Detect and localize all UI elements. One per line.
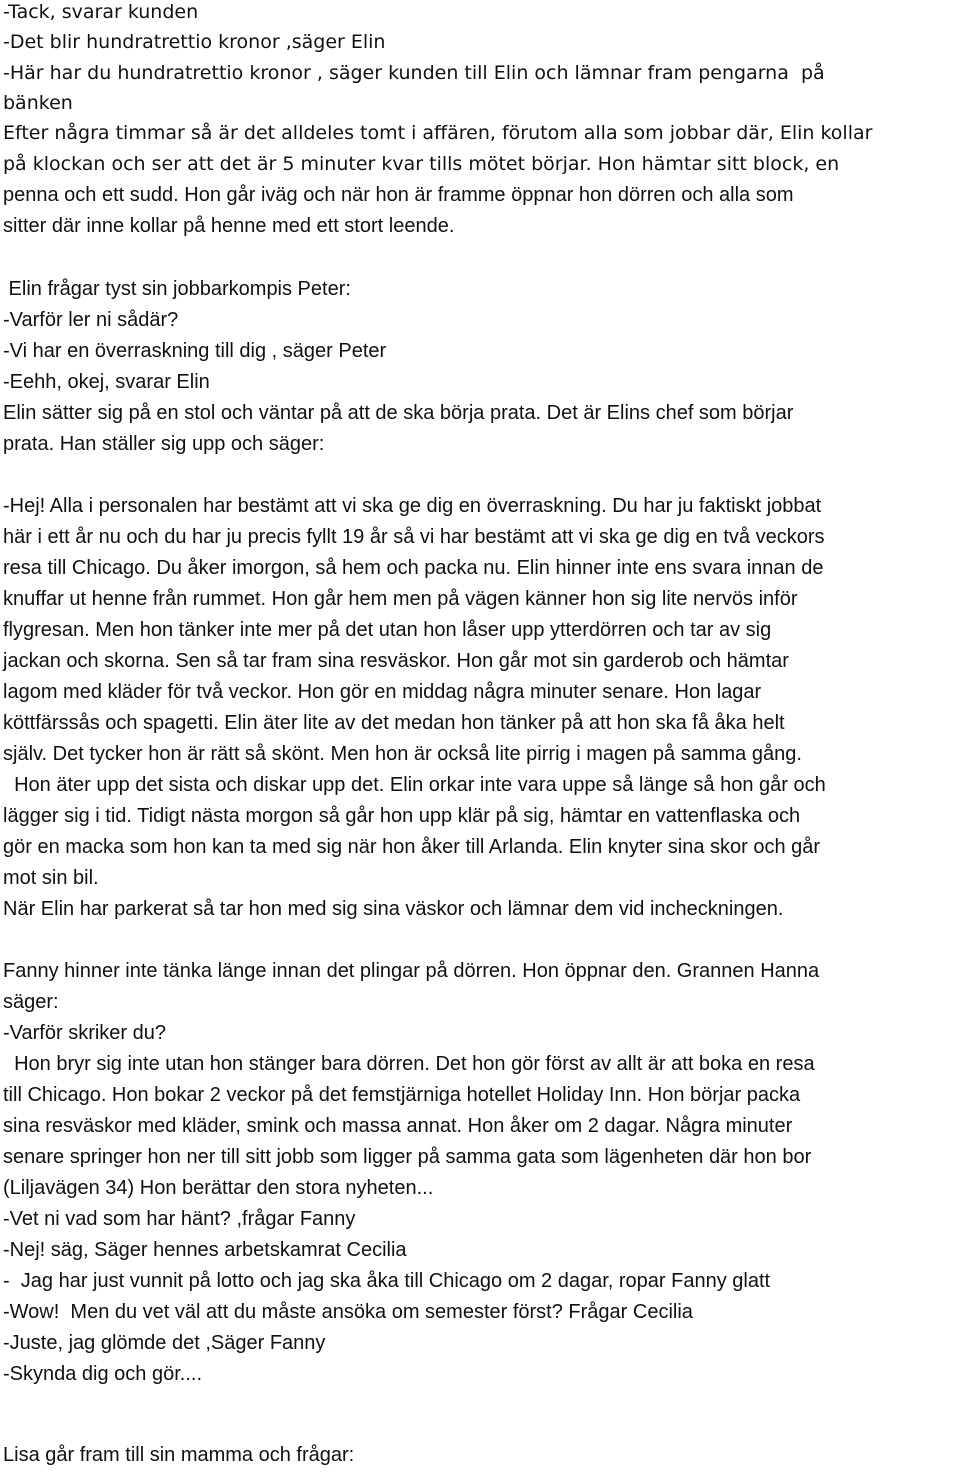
text-line: -Varför skriker du? xyxy=(3,1022,167,1044)
text-line: När Elin har parkerat så tar hon med sig sina väskor och lämnar dem vid incheckningen. xyxy=(3,898,784,920)
text-line: här i ett år nu och du har ju precis fyllt 19 år så vi har bestämt att vi ska ge dig en två veckors xyxy=(3,526,825,548)
text-line: (Liljavägen 34) Hon berättar den stora nyheten... xyxy=(3,1177,434,1199)
text-line: -Juste, jag glömde det ,Säger Fanny xyxy=(3,1332,326,1354)
text-line: Efter några timmar så är det alldeles tomt i affären, förutom alla som jobbar där, Elin kollar xyxy=(3,122,873,144)
text-line: Lisa går fram till sin mamma och frågar: xyxy=(3,1444,355,1466)
text-line: -Vet ni vad som har hänt? ,frågar Fanny xyxy=(3,1208,356,1230)
text-line: Elin sätter sig på en stol och väntar på att de ska börja prata. Det är Elins chef som börjar xyxy=(3,402,794,424)
text-line: Fanny hinner inte tänka länge innan det plingar på dörren. Hon öppnar den. Grannen Hanna xyxy=(3,960,820,982)
text-line: knuffar ut henne från rummet. Hon går hem men på vägen känner hon sig lite nervös inför xyxy=(3,588,798,610)
text-line: resa till Chicago. Du åker imorgon, så hem och packa nu. Elin hinner inte ens svara innan de xyxy=(3,557,824,579)
text-line: Hon bryr sig inte utan hon stänger bara dörren. Det hon gör först av allt är att boka en resa xyxy=(3,1053,815,1075)
text-line: lagom med kläder för två veckor. Hon gör en middag några minuter senare. Hon lagar xyxy=(3,681,762,703)
text-line: själv. Det tycker hon är rätt så skönt. Men hon är också lite pirrig i magen på samma gång. xyxy=(3,743,802,765)
text-line: bänken xyxy=(3,92,73,114)
text-line: jackan och skorna. Sen så tar fram sina resväskor. Hon går mot sin garderob och hämtar xyxy=(3,650,789,672)
text-line: penna och ett sudd. Hon går iväg och när hon är framme öppnar hon dörren och alla som xyxy=(3,184,794,206)
text-line: -Hej! Alla i personalen har bestämt att vi ska ge dig en överraskning. Du har ju faktiskt jobbat xyxy=(3,495,822,517)
text-line: senare springer hon ner till sitt jobb som ligger på samma gata som lägenheten där hon bor xyxy=(3,1146,812,1168)
text-line: sina resväskor med kläder, smink och massa annat. Hon åker om 2 dagar. Några minuter xyxy=(3,1115,793,1137)
text-line: flygresan. Men hon tänker inte mer på det utan hon låser upp ytterdörren och tar av sig xyxy=(3,619,772,641)
text-line: till Chicago. Hon bokar 2 veckor på det femstjärniga hotellet Holiday Inn. Hon börjar packa xyxy=(3,1084,801,1106)
text-line: -Här har du hundratrettio kronor , säger kunden till Elin och lämnar fram pengarna på xyxy=(3,62,825,84)
text-line: -Det blir hundratrettio kronor ,säger Elin xyxy=(3,31,386,53)
text-line: -Nej! säg, Säger hennes arbetskamrat Cecilia xyxy=(3,1239,407,1261)
text-line: -Vi har en överraskning till dig , säger Peter xyxy=(3,340,387,362)
text-line: Elin frågar tyst sin jobbarkompis Peter: xyxy=(3,278,351,300)
text-line: säger: xyxy=(3,991,59,1013)
text-line: sitter där inne kollar på henne med ett stort leende. xyxy=(3,215,455,237)
text-line: -Eehh, okej, svarar Elin xyxy=(3,371,210,393)
text-line: -Skynda dig och gör.... xyxy=(3,1363,203,1385)
text-line: Hon äter upp det sista och diskar upp det. Elin orkar inte vara uppe så länge så hon går och xyxy=(3,774,826,796)
text-line: -Varför ler ni sådär? xyxy=(3,309,179,331)
text-line: -Tack, svarar kunden xyxy=(3,1,199,23)
text-line: prata. Han ställer sig upp och säger: xyxy=(3,433,325,455)
text-line: -Wow! Men du vet väl att du måste ansöka om semester först? Frågar Cecilia xyxy=(3,1301,693,1323)
text-line: köttfärssås och spagetti. Elin äter lite av det medan hon tänker på att hon ska få åka helt xyxy=(3,712,785,734)
text-line: på klockan och ser att det är 5 minuter kvar tills mötet börjar. Hon hämtar sitt block, en xyxy=(3,153,840,175)
text-line: mot sin bil. xyxy=(3,867,99,889)
text-line: gör en macka som hon kan ta med sig när hon åker till Arlanda. Elin knyter sina skor och går xyxy=(3,836,821,858)
text-line: lägger sig i tid. Tidigt nästa morgon så går hon upp klär på sig, hämtar en vattenflaska och xyxy=(3,805,801,827)
text-line: - Jag har just vunnit på lotto och jag ska åka till Chicago om 2 dagar, ropar Fanny glatt xyxy=(3,1270,771,1292)
